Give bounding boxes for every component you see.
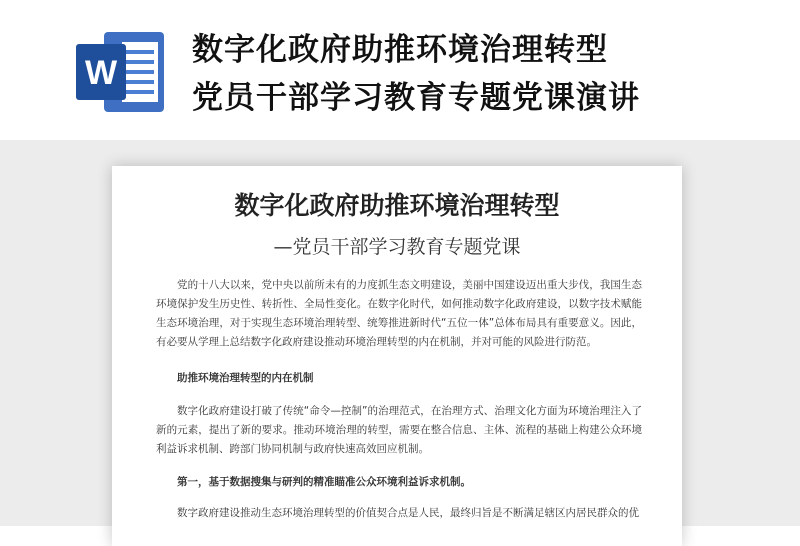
word-icon (76, 32, 168, 112)
document-subtitle: —党员干部学习教育专题党课 (273, 236, 521, 258)
subsection-heading: 第一，基于数据搜集与研判的精准瞄准公众环境利益诉求机制。 (177, 476, 471, 488)
paragraph-intro: 党的十八大以来，党中央以前所未有的力度抓生态文明建设，美丽中国建设迈出重大步伐，我国生态环境保护发生历史性、转折性、全局性变化。在数字化时代，如何推动数字化政府建设，以数字技术赋能生态环境治理，对于实现生态环境治理转型、统筹推进新时代“五位一体”总体布局具有重要意义。因此，有必要从学理上总结数字化政府建设推动环境治理转型的内在机制，并对可能的风险进行防范。 (156, 279, 642, 348)
paragraph-body-continued: 数字政府建设推动生态环境治理转型的价值契合点是人民，最终归旨是不断满足辖区内居民群众的优 (177, 507, 639, 519)
document-title: 数字化政府助推环境治理转型 (234, 191, 560, 220)
paragraph-body: 数字化政府建设打破了传统“命令—控制”的治理范式，在治理方式、治理文化方面为环境治理注入了新的元素，提出了新的要求。推动环境治理的转型，需要在整合信息、主体、流程的基础上构建公众环境利益诉求机制、跨部门协同机制与政府快速高效回应机制。 (156, 405, 642, 455)
document-page (112, 166, 682, 546)
header-title-line1: 数字化政府助推环境治理转型 (192, 32, 608, 68)
word-icon-letter: W (84, 54, 118, 92)
header-title-line2: 党员干部学习教育专题党课演讲 (192, 80, 640, 116)
header-banner (0, 0, 800, 140)
section-heading: 助推环境治理转型的内在机制 (177, 372, 314, 384)
